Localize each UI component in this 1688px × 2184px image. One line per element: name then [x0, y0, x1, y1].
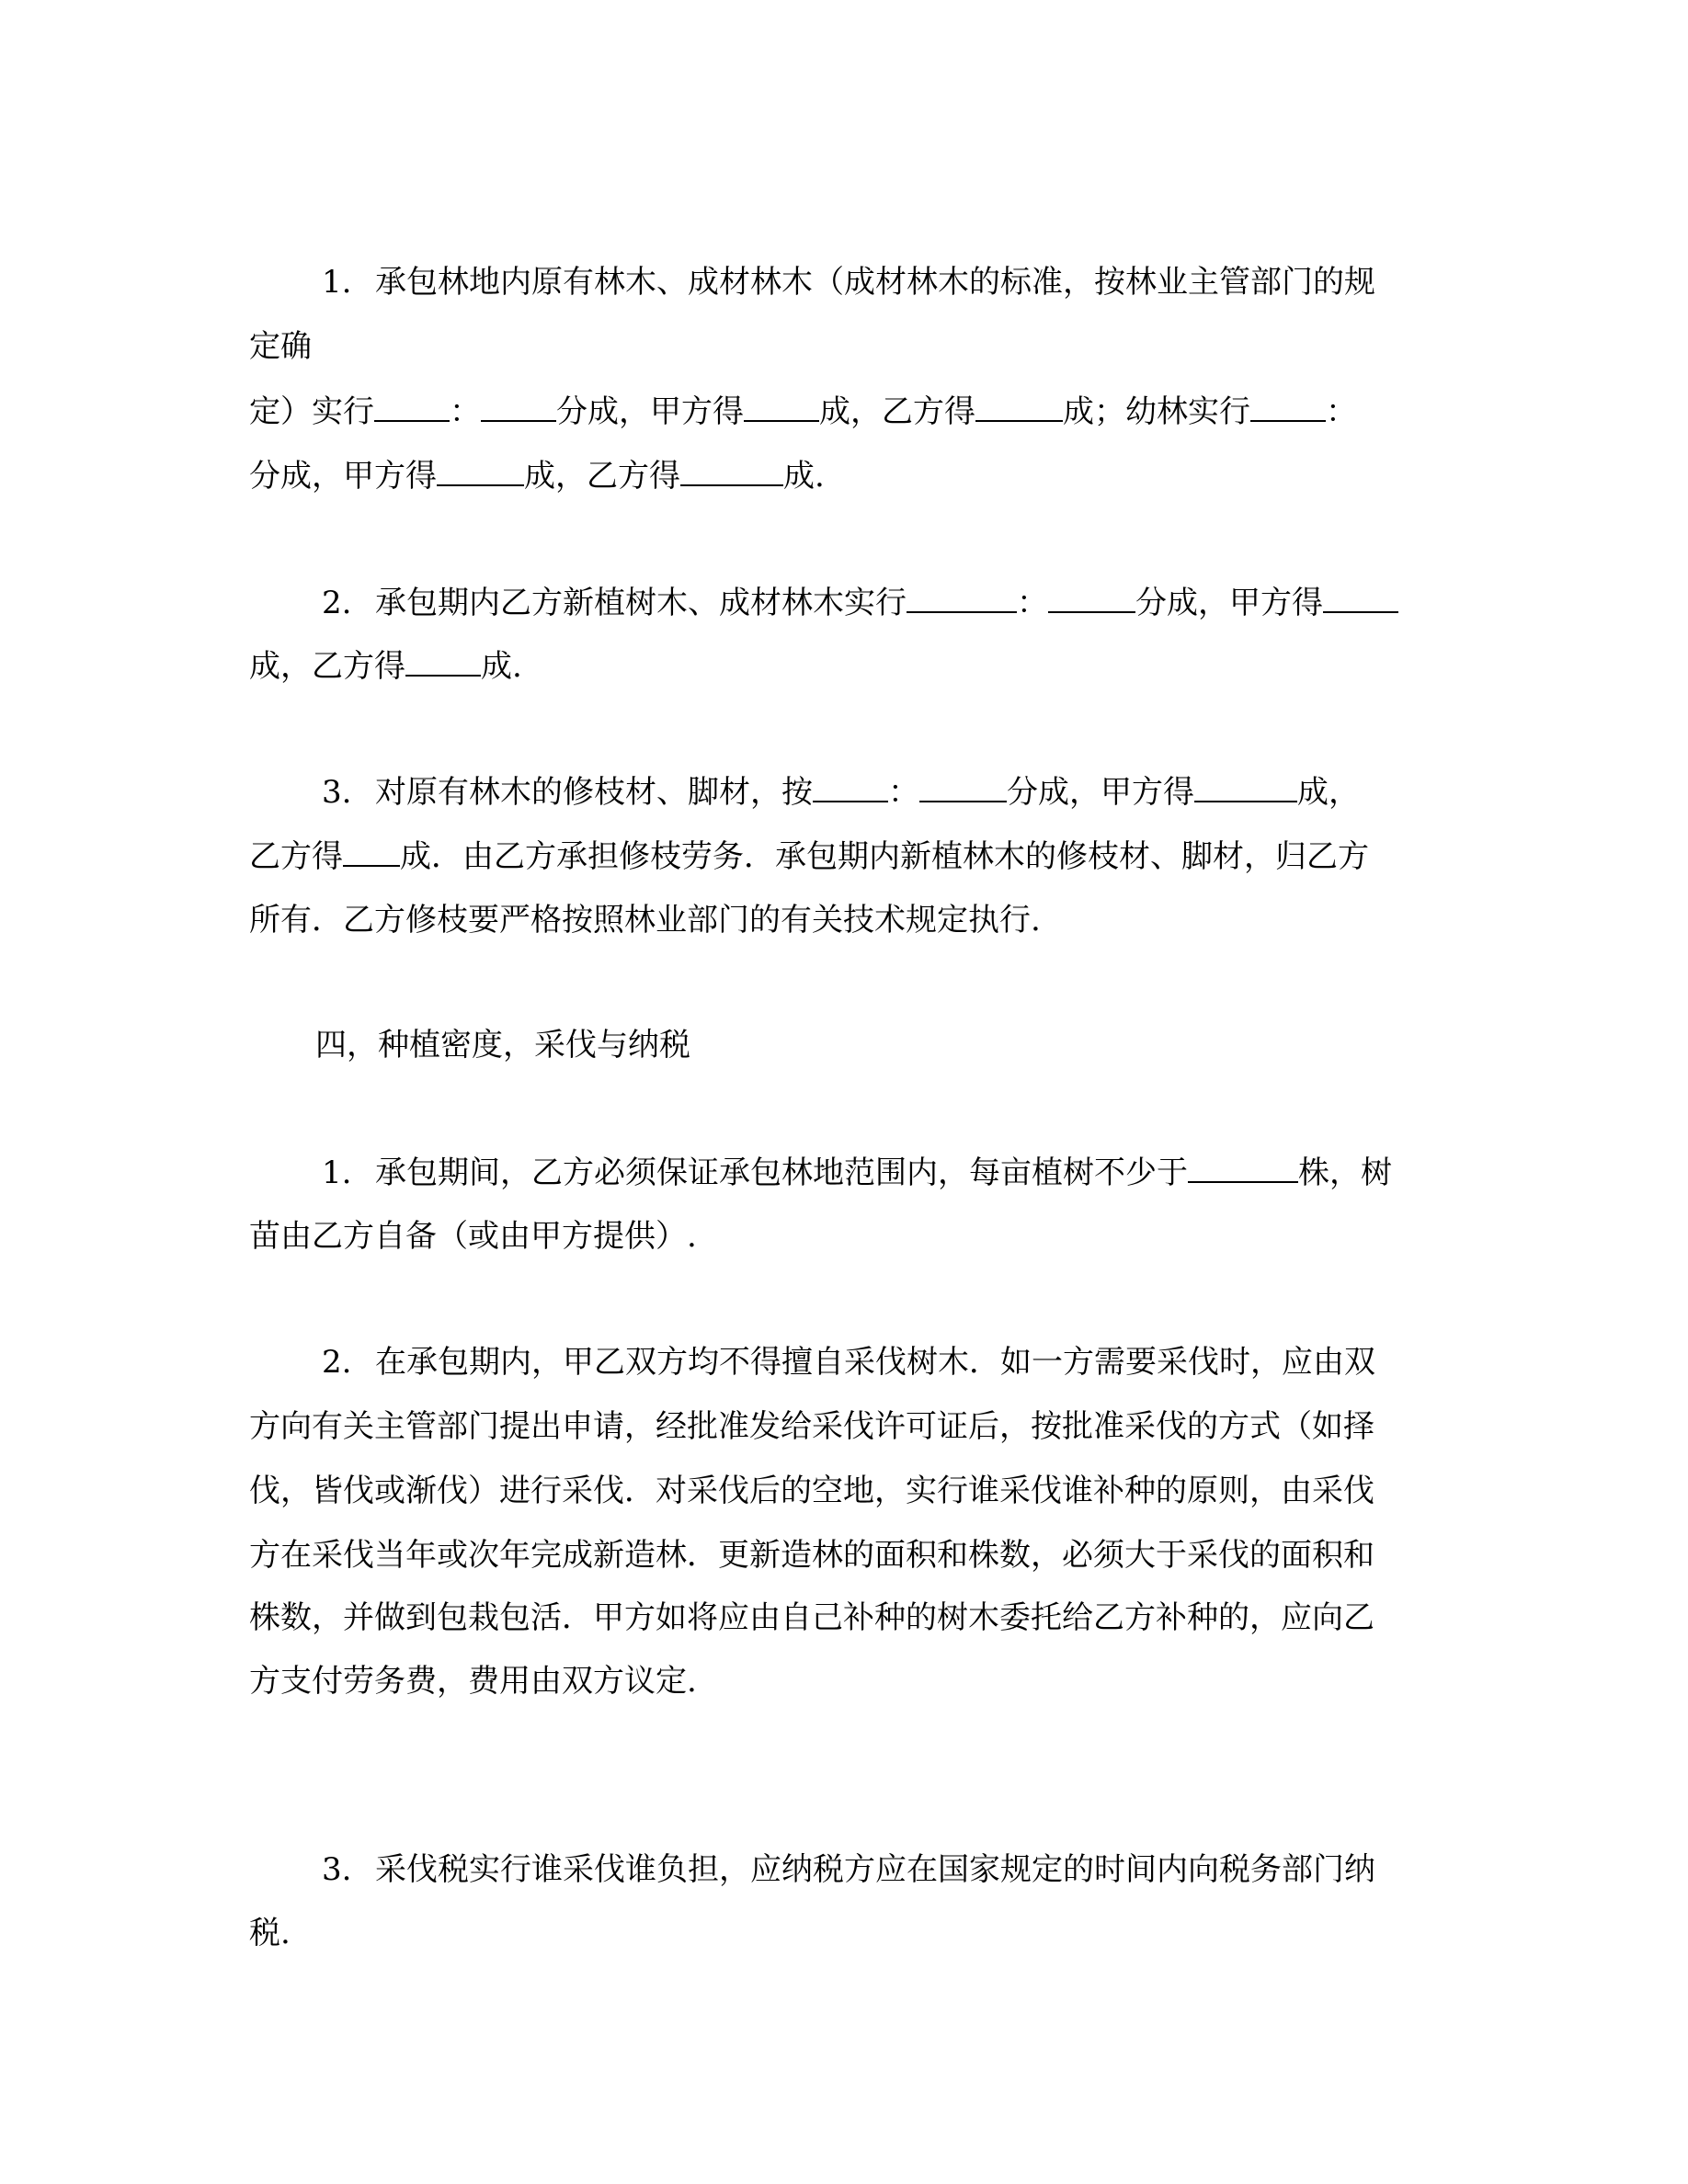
- blank-field[interactable]: [1188, 1154, 1298, 1183]
- text: 成.: [481, 648, 522, 685]
- text: 成.: [783, 458, 825, 495]
- text: 税.: [249, 1915, 291, 1951]
- item-3-line-2: [249, 836, 1369, 877]
- item-number: 2.: [322, 1344, 352, 1381]
- text: 定确: [249, 328, 312, 365]
- text: 方支付劳务费，费用由双方议定.: [249, 1663, 697, 1700]
- text: 株数，并做到包栽包活．甲方如将应由自己补种的树木委托给乙方补种的，应向乙: [249, 1599, 1374, 1636]
- blank-field[interactable]: [481, 392, 556, 422]
- text: 采伐税实行谁采伐谁负担，应纳税方应在国家规定的时间内向税务部门纳: [375, 1851, 1375, 1888]
- item-3-line-3: [249, 900, 1041, 940]
- text: 承包期内乙方新植树木、成材林木实行: [375, 585, 907, 621]
- item-number: 1.: [322, 264, 352, 301]
- s4-item-2-line-1: [322, 1342, 1375, 1382]
- item-1-line-3: [249, 392, 1357, 432]
- item-number: 3.: [322, 774, 352, 811]
- blank-field[interactable]: [813, 773, 888, 802]
- item-2-line-1: [322, 583, 1398, 623]
- text: 分成，甲方得: [1135, 585, 1323, 621]
- text: ：: [1326, 393, 1357, 430]
- text: 所有．乙方修枝要严格按照林业部门的有关技术规定执行.: [249, 902, 1041, 938]
- item-2-line-2: [249, 646, 522, 687]
- text: 成，乙方得: [249, 648, 405, 685]
- s4-item-2-line-5: [249, 1598, 1374, 1638]
- text: 成，: [1297, 774, 1360, 811]
- blank-field[interactable]: [680, 457, 783, 486]
- item-number: 1.: [322, 1155, 352, 1191]
- blank-field[interactable]: [437, 457, 524, 486]
- item-number: 2.: [322, 585, 352, 621]
- s4-item-3-line-1: [322, 1849, 1375, 1890]
- text: 分成，甲方得: [556, 393, 744, 430]
- item-1-line-4: [249, 456, 825, 496]
- s4-item-2-line-2: [249, 1406, 1374, 1447]
- s4-item-3-line-2: [249, 1913, 291, 1953]
- text: 株，树: [1298, 1155, 1392, 1191]
- text: 成；幼林实行: [1063, 393, 1250, 430]
- section-heading: [315, 1025, 690, 1065]
- text: ：: [450, 393, 481, 430]
- s4-item-2-line-6: [249, 1661, 697, 1701]
- text: 承包林地内原有林木、成材林木（成材林木的标准，按林业主管部门的规: [375, 264, 1375, 301]
- blank-field[interactable]: [919, 773, 1007, 802]
- item-3-line-1: [322, 772, 1360, 813]
- blank-field[interactable]: [374, 392, 450, 422]
- s4-item-2-line-4: [249, 1535, 1374, 1575]
- text: 成，乙方得: [524, 458, 680, 495]
- text: 承包期间，乙方必须保证承包林地范围内，每亩植树不少于: [375, 1155, 1188, 1191]
- heading-text: 四，种植密度，采伐与纳税: [315, 1027, 690, 1064]
- text: 成，乙方得: [819, 393, 975, 430]
- s4-item-1-line-1: [322, 1153, 1392, 1193]
- text: 伐，皆伐或渐伐）进行采伐．对采伐后的空地，实行谁采伐谁补种的原则，由采伐: [249, 1473, 1374, 1509]
- text: 定）实行: [249, 393, 374, 430]
- text: ：: [1017, 585, 1048, 621]
- s4-item-1-line-2: [249, 1216, 697, 1257]
- text: 分成，甲方得: [1007, 774, 1194, 811]
- blank-field[interactable]: [1250, 392, 1326, 422]
- item-1-line-1: [322, 262, 1375, 302]
- s4-item-2-line-3: [249, 1471, 1374, 1511]
- blank-field[interactable]: [907, 584, 1017, 613]
- text: 分成，甲方得: [249, 458, 437, 495]
- text: ：: [888, 774, 919, 811]
- blank-field[interactable]: [343, 837, 400, 867]
- text: 方在采伐当年或次年完成新造林．更新造林的面积和株数，必须大于采伐的面积和: [249, 1537, 1374, 1574]
- blank-field[interactable]: [1323, 584, 1398, 613]
- text: 方向有关主管部门提出申请，经批准发给采伐许可证后，按批准采伐的方式（如择: [249, 1408, 1374, 1445]
- item-number: 3.: [322, 1851, 352, 1888]
- text: 在承包期内，甲乙双方均不得擅自采伐树木．如一方需要采伐时，应由双: [375, 1344, 1375, 1381]
- text: 苗由乙方自备（或由甲方提供）.: [249, 1218, 697, 1255]
- text: 对原有林木的修枝材、脚材，按: [375, 774, 813, 811]
- blank-field[interactable]: [744, 392, 819, 422]
- text: 成．由乙方承担修枝劳务．承包期内新植林木的修枝材、脚材，归乙方: [400, 838, 1369, 875]
- item-1-line-2: [249, 326, 312, 367]
- blank-field[interactable]: [405, 647, 481, 677]
- blank-field[interactable]: [1194, 773, 1297, 802]
- blank-field[interactable]: [975, 392, 1063, 422]
- blank-field[interactable]: [1048, 584, 1135, 613]
- text: 乙方得: [249, 838, 343, 875]
